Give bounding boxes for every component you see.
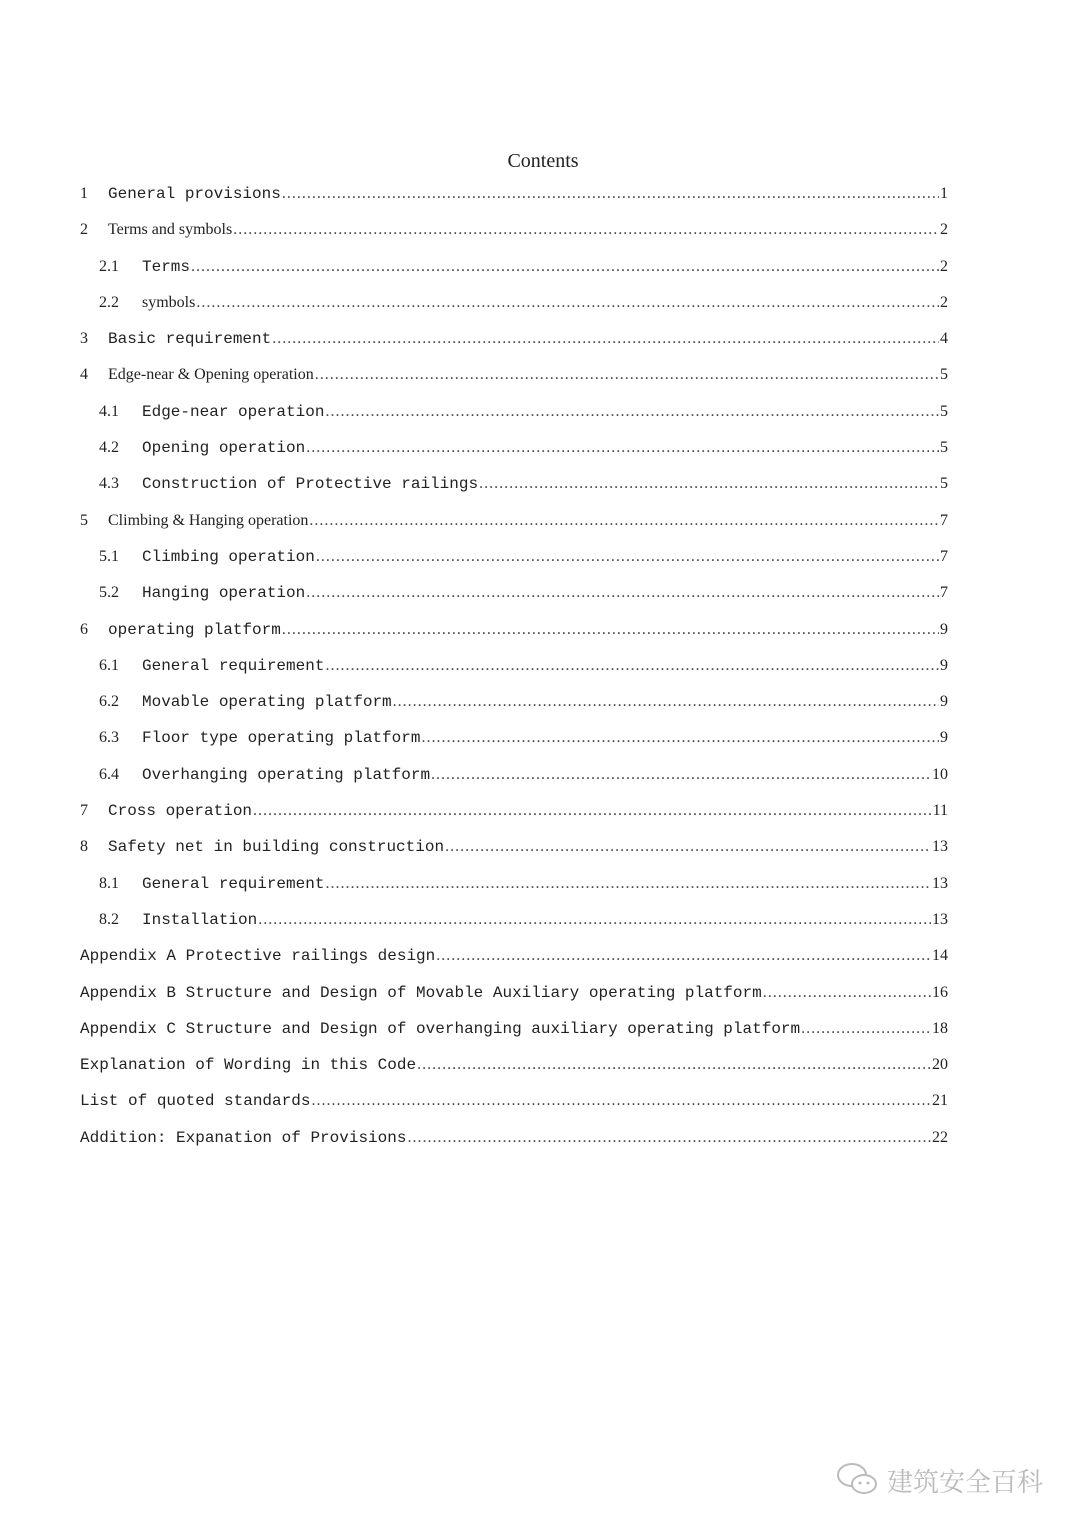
toc-entry[interactable] [80, 1056, 948, 1092]
toc-entry[interactable] [80, 1092, 948, 1128]
toc-entry-title: Safety net in building construction [108, 838, 445, 857]
toc-entry-page: 2 [940, 221, 948, 239]
dot-leader [479, 475, 939, 493]
toc-entry-page: 13 [932, 874, 948, 892]
toc-entry-title: Opening operation [142, 439, 306, 458]
toc-entry-number: 8.1 [99, 874, 119, 892]
toc-entry[interactable] [80, 221, 948, 257]
toc-entry[interactable] [80, 766, 948, 802]
dot-leader [421, 729, 939, 747]
toc-entry[interactable] [80, 838, 948, 874]
toc-entry-page: 10 [932, 765, 948, 783]
dot-leader [282, 185, 939, 203]
toc-entry-page: 7 [940, 547, 948, 565]
toc-entry-number: 6.3 [99, 729, 119, 747]
toc-entry[interactable] [80, 1129, 948, 1165]
toc-entry-title: General requirement [142, 656, 325, 675]
toc-entry-page: 7 [940, 584, 948, 602]
toc-entry-number: 6 [80, 620, 88, 638]
table-of-contents [80, 185, 948, 1165]
toc-entry-title: Explanation of Wording in this Code [80, 1056, 417, 1075]
toc-entry[interactable] [80, 294, 948, 330]
toc-entry-page: 13 [932, 910, 948, 928]
watermark-text: 建筑安全百科 [887, 1467, 1044, 1498]
toc-entry-page: 5 [940, 366, 948, 384]
toc-entry[interactable] [80, 258, 948, 294]
toc-entry-page: 7 [940, 511, 948, 529]
toc-entry-title: Addition: Expanation of Provisions [80, 1128, 407, 1147]
toc-entry-page: 22 [932, 1128, 948, 1146]
toc-entry-title: operating platform [108, 620, 281, 639]
toc-entry-page: 9 [940, 729, 948, 747]
toc-entry[interactable] [80, 475, 948, 511]
dot-leader [272, 330, 939, 348]
toc-entry[interactable] [80, 512, 948, 548]
dot-leader [309, 512, 939, 530]
toc-entry-title: Floor type operating platform [142, 729, 421, 748]
toc-entry-page: 11 [932, 802, 948, 820]
dot-leader [417, 1056, 931, 1074]
toc-entry[interactable] [80, 185, 948, 221]
toc-entry-number: 4.1 [99, 402, 119, 420]
dot-leader [407, 1129, 931, 1147]
dot-leader [191, 258, 939, 276]
toc-entry[interactable] [80, 729, 948, 765]
dot-leader [763, 984, 931, 1002]
toc-entry[interactable] [80, 403, 948, 439]
toc-entry-number: 5.2 [99, 584, 119, 602]
toc-entry-page: 9 [940, 620, 948, 638]
toc-entry-page: 16 [932, 983, 948, 1001]
dot-leader [315, 366, 939, 384]
toc-entry-page: 18 [932, 1019, 948, 1037]
toc-entry-page: 14 [932, 947, 948, 965]
toc-entry-title: Basic requirement [108, 330, 272, 349]
toc-entry[interactable] [80, 366, 948, 402]
toc-entry-number: 4.3 [99, 475, 119, 493]
toc-entry-page: 2 [940, 257, 948, 275]
toc-entry-title: Construction of Protective railings [142, 475, 479, 494]
toc-entry-title: Hanging operation [142, 584, 306, 603]
dot-leader [258, 911, 931, 929]
toc-entry-page: 21 [932, 1092, 948, 1110]
dot-leader [306, 439, 939, 457]
toc-entry-page: 9 [940, 693, 948, 711]
contents-title: Contents [507, 150, 579, 172]
toc-entry-number: 2.2 [99, 293, 119, 311]
toc-entry[interactable] [80, 1020, 948, 1056]
dot-leader [801, 1020, 931, 1038]
dot-leader [436, 947, 931, 965]
toc-entry-page: 5 [940, 439, 948, 457]
toc-entry[interactable] [80, 657, 948, 693]
toc-entry-title: General requirement [142, 874, 325, 893]
toc-entry-title: List of quoted standards [80, 1092, 311, 1111]
toc-entry-title: Terms and symbols [108, 221, 233, 239]
toc-entry-number: 1 [80, 185, 88, 202]
toc-entry-number: 2.1 [99, 257, 119, 275]
toc-entry-title: Climbing & Hanging operation [108, 511, 309, 529]
toc-entry-page: 2 [940, 293, 948, 311]
dot-leader [316, 548, 939, 566]
toc-entry[interactable] [80, 875, 948, 911]
dot-leader [306, 584, 939, 602]
toc-entry-title: General provisions [108, 185, 281, 203]
toc-entry[interactable] [80, 621, 948, 657]
dot-leader [233, 221, 939, 239]
toc-entry-title: symbols [142, 293, 196, 311]
toc-entry[interactable] [80, 548, 948, 584]
watermark [835, 1460, 1043, 1500]
toc-entry-number: 3 [80, 330, 88, 348]
toc-entry-page: 4 [940, 330, 948, 348]
toc-entry-title: Edge-near & Opening operation [108, 366, 314, 384]
toc-entry[interactable] [80, 947, 948, 983]
toc-entry[interactable] [80, 802, 948, 838]
toc-entry-page: 5 [940, 402, 948, 420]
toc-entry-title: Appendix C Structure and Design of overhanging auxiliary operating platform [80, 1019, 801, 1038]
toc-entry-number: 6.2 [99, 693, 119, 711]
toc-entry-title: Cross operation [108, 802, 253, 821]
toc-entry[interactable] [80, 984, 948, 1020]
toc-entry-title: Appendix A Protective railings design [80, 947, 436, 966]
dot-leader [311, 1092, 931, 1110]
dot-leader [196, 294, 939, 312]
toc-entry-page: 13 [932, 838, 948, 856]
toc-entry-page: 20 [932, 1056, 948, 1074]
toc-entry-number: 8 [80, 838, 88, 856]
wechat-icon [835, 1460, 881, 1500]
toc-entry-page: 1 [940, 185, 948, 202]
toc-entry-number: 5.1 [99, 547, 119, 565]
toc-entry-title: Terms [142, 257, 191, 276]
toc-entry-page: 9 [940, 656, 948, 674]
toc-entry-number: 5 [80, 511, 88, 529]
dot-leader [253, 802, 932, 820]
toc-entry-number: 4.2 [99, 439, 119, 457]
toc-entry-title: Appendix B Structure and Design of Movable Auxiliary operating platform [80, 983, 762, 1002]
toc-entry-number: 8.2 [99, 910, 119, 928]
toc-entry-page: 5 [940, 475, 948, 493]
toc-entry-number: 4 [80, 366, 88, 384]
dot-leader [325, 403, 939, 421]
toc-entry[interactable] [80, 439, 948, 475]
dot-leader [393, 693, 939, 711]
toc-entry[interactable] [80, 330, 948, 366]
dot-leader [282, 621, 939, 639]
toc-entry[interactable] [80, 584, 948, 620]
dot-leader [445, 838, 931, 856]
toc-entry-number: 6.4 [99, 765, 119, 783]
toc-entry-number: 7 [80, 802, 88, 820]
toc-entry-title: Climbing operation [142, 547, 315, 566]
toc-entry[interactable] [80, 693, 948, 729]
dot-leader [431, 766, 931, 784]
dot-leader [325, 875, 931, 893]
toc-entry[interactable] [80, 911, 948, 947]
toc-entry-title: Edge-near operation [142, 402, 325, 421]
dot-leader [325, 657, 939, 675]
toc-entry-title: Movable operating platform [142, 693, 392, 712]
toc-entry-number: 2 [80, 221, 88, 239]
toc-entry-title: Installation [142, 910, 258, 929]
toc-entry-number: 6.1 [99, 656, 119, 674]
toc-entry-title: Overhanging operating platform [142, 765, 431, 784]
